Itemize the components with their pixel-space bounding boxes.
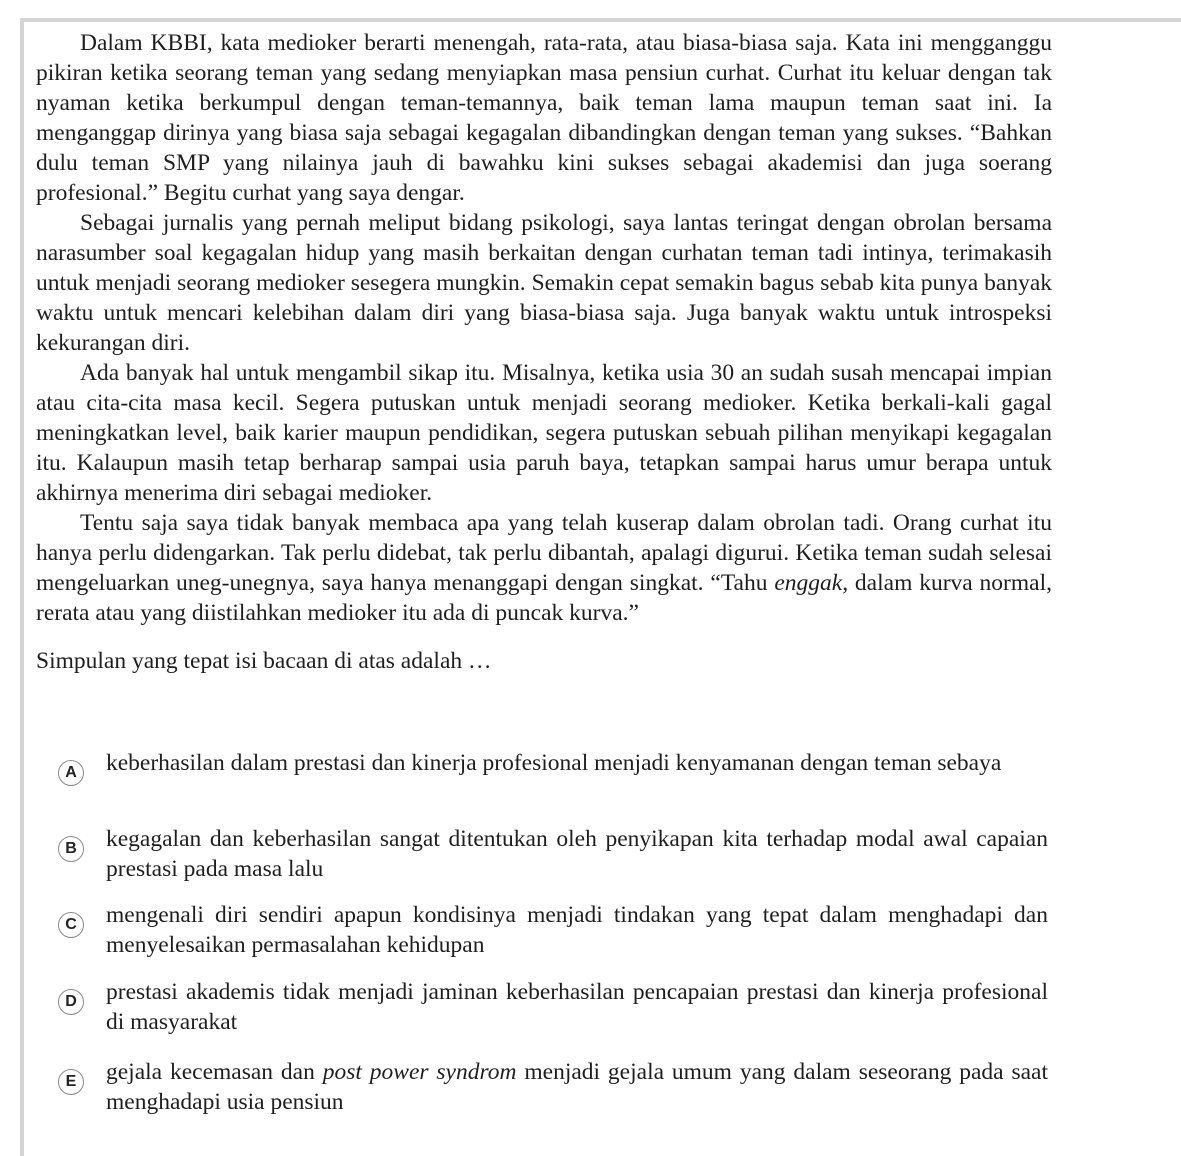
option-letter-badge-e[interactable]: E [58, 1069, 84, 1095]
option-text-a[interactable]: keberhasilan dalam prestasi dan kinerja profesional menjadi kenyamanan dengan teman sebaya [106, 750, 1002, 776]
option-text-e-end: menjadi gejala umum yang dalam seseorang pada saat menghadapi usia pensiun [106, 1059, 1048, 1115]
question-prompt: Simpulan yang tepat isi bacaan di atas adalah … [36, 648, 492, 674]
passage-paragraph-4-start: Tentu saja saya tidak banyak membaca apa yang telah kuserap dalam obrolan tadi. Orang curhat itu hanya perlu didengarkan. Tak perlu didebat, tak perlu dibantah, apalagi digurui. Ketika teman sudah selesai mengeluarkan uneg-unegnya, saya hanya menanggapi dengan singkat. “Tahu [36, 510, 1052, 596]
option-letter-badge-c[interactable]: C [58, 912, 84, 938]
option-text-d[interactable]: prestasi akademis tidak menjadi jaminan keberhasilan pencapaian prestasi dan kinerja profesional di masyarakat [106, 979, 1048, 1035]
option-text-e[interactable] [106, 1057, 1048, 1117]
passage-paragraph-2: Sebagai jurnalis yang pernah meliput bidang psikologi, saya lantas teringat dengan obrolan bersama narasumber soal kegagalan hidup yang masih berkaitan dengan curhatan teman tadi intinya, terimakasih untuk menjadi seorang medioker sesegera mungkin. Semakin cepat semakin bagus sebab kita punya banyak waktu untuk mencari kelebihan dalam diri yang biasa-biasa saja. Juga banyak waktu untuk introspeksi kekurangan diri. [36, 210, 1052, 356]
answer-option-a[interactable] [58, 748, 1048, 786]
option-text-e-italic: post power syndrom [322, 1059, 517, 1085]
answer-option-b[interactable] [58, 824, 1048, 884]
answer-option-c[interactable] [58, 900, 1048, 960]
option-letter-badge-a[interactable]: A [58, 760, 84, 786]
passage-paragraph-4-end: , dalam kurva normal, rerata atau yang diistilahkan medioker itu ada di puncak kurva.” [36, 570, 1052, 626]
option-letter-badge-d[interactable]: D [58, 989, 84, 1015]
option-letter-badge-b[interactable]: B [58, 836, 84, 862]
passage-paragraph-4 [36, 508, 1052, 628]
option-text-c[interactable]: mengenali diri sendiri apapun kondisinya menjadi tindakan yang tepat dalam menghadapi dan menyelesaikan permasalahan kehidupan [106, 902, 1048, 958]
passage-paragraph-4-italic: enggak [774, 570, 843, 596]
passage-paragraph-3: Ada banyak hal untuk mengambil sikap itu. Misalnya, ketika usia 30 an sudah susah mencapai impian atau cita-cita masa kecil. Segera putuskan untuk menjadi seorang medioker. Ketika berkali-kali gagal meningkatkan level, baik karier maupun pendidikan, segera putuskan sebuah pilihan menyikapi kegagalan itu. Kalaupun masih tetap berharap sampai usia paruh baya, tetapkan sampai harus umur berapa untuk akhirnya menerima diri sebagai medioker. [36, 360, 1052, 506]
answer-option-e[interactable] [58, 1057, 1048, 1117]
answer-option-d[interactable] [58, 977, 1048, 1037]
page-left-border [20, 18, 24, 1156]
option-text-e-start: gejala kecemasan dan [106, 1059, 323, 1085]
reading-passage [36, 28, 1052, 628]
option-text-b[interactable]: kegagalan dan keberhasilan sangat ditentukan oleh penyikapan kita terhadap modal awal capaian prestasi pada masa lalu [106, 826, 1048, 882]
passage-paragraph-1: Dalam KBBI, kata medioker berarti menengah, rata-rata, atau biasa-biasa saja. Kata ini mengganggu pikiran ketika seorang teman yang sedang menyiapkan masa pensiun curhat. Curhat itu keluar dengan tak nyaman ketika berkumpul dengan teman-temannya, baik teman lama maupun teman saat ini. Ia menganggap dirinya yang biasa saja sebagai kegagalan dibandingkan dengan teman yang sukses. “Bahkan dulu teman SMP yang nilainya jauh di bawahku kini sukses sebagai akademisi dan juga soerang profesional.” Begitu curhat yang saya dengar. [36, 30, 1052, 206]
page-top-border [20, 18, 1181, 22]
